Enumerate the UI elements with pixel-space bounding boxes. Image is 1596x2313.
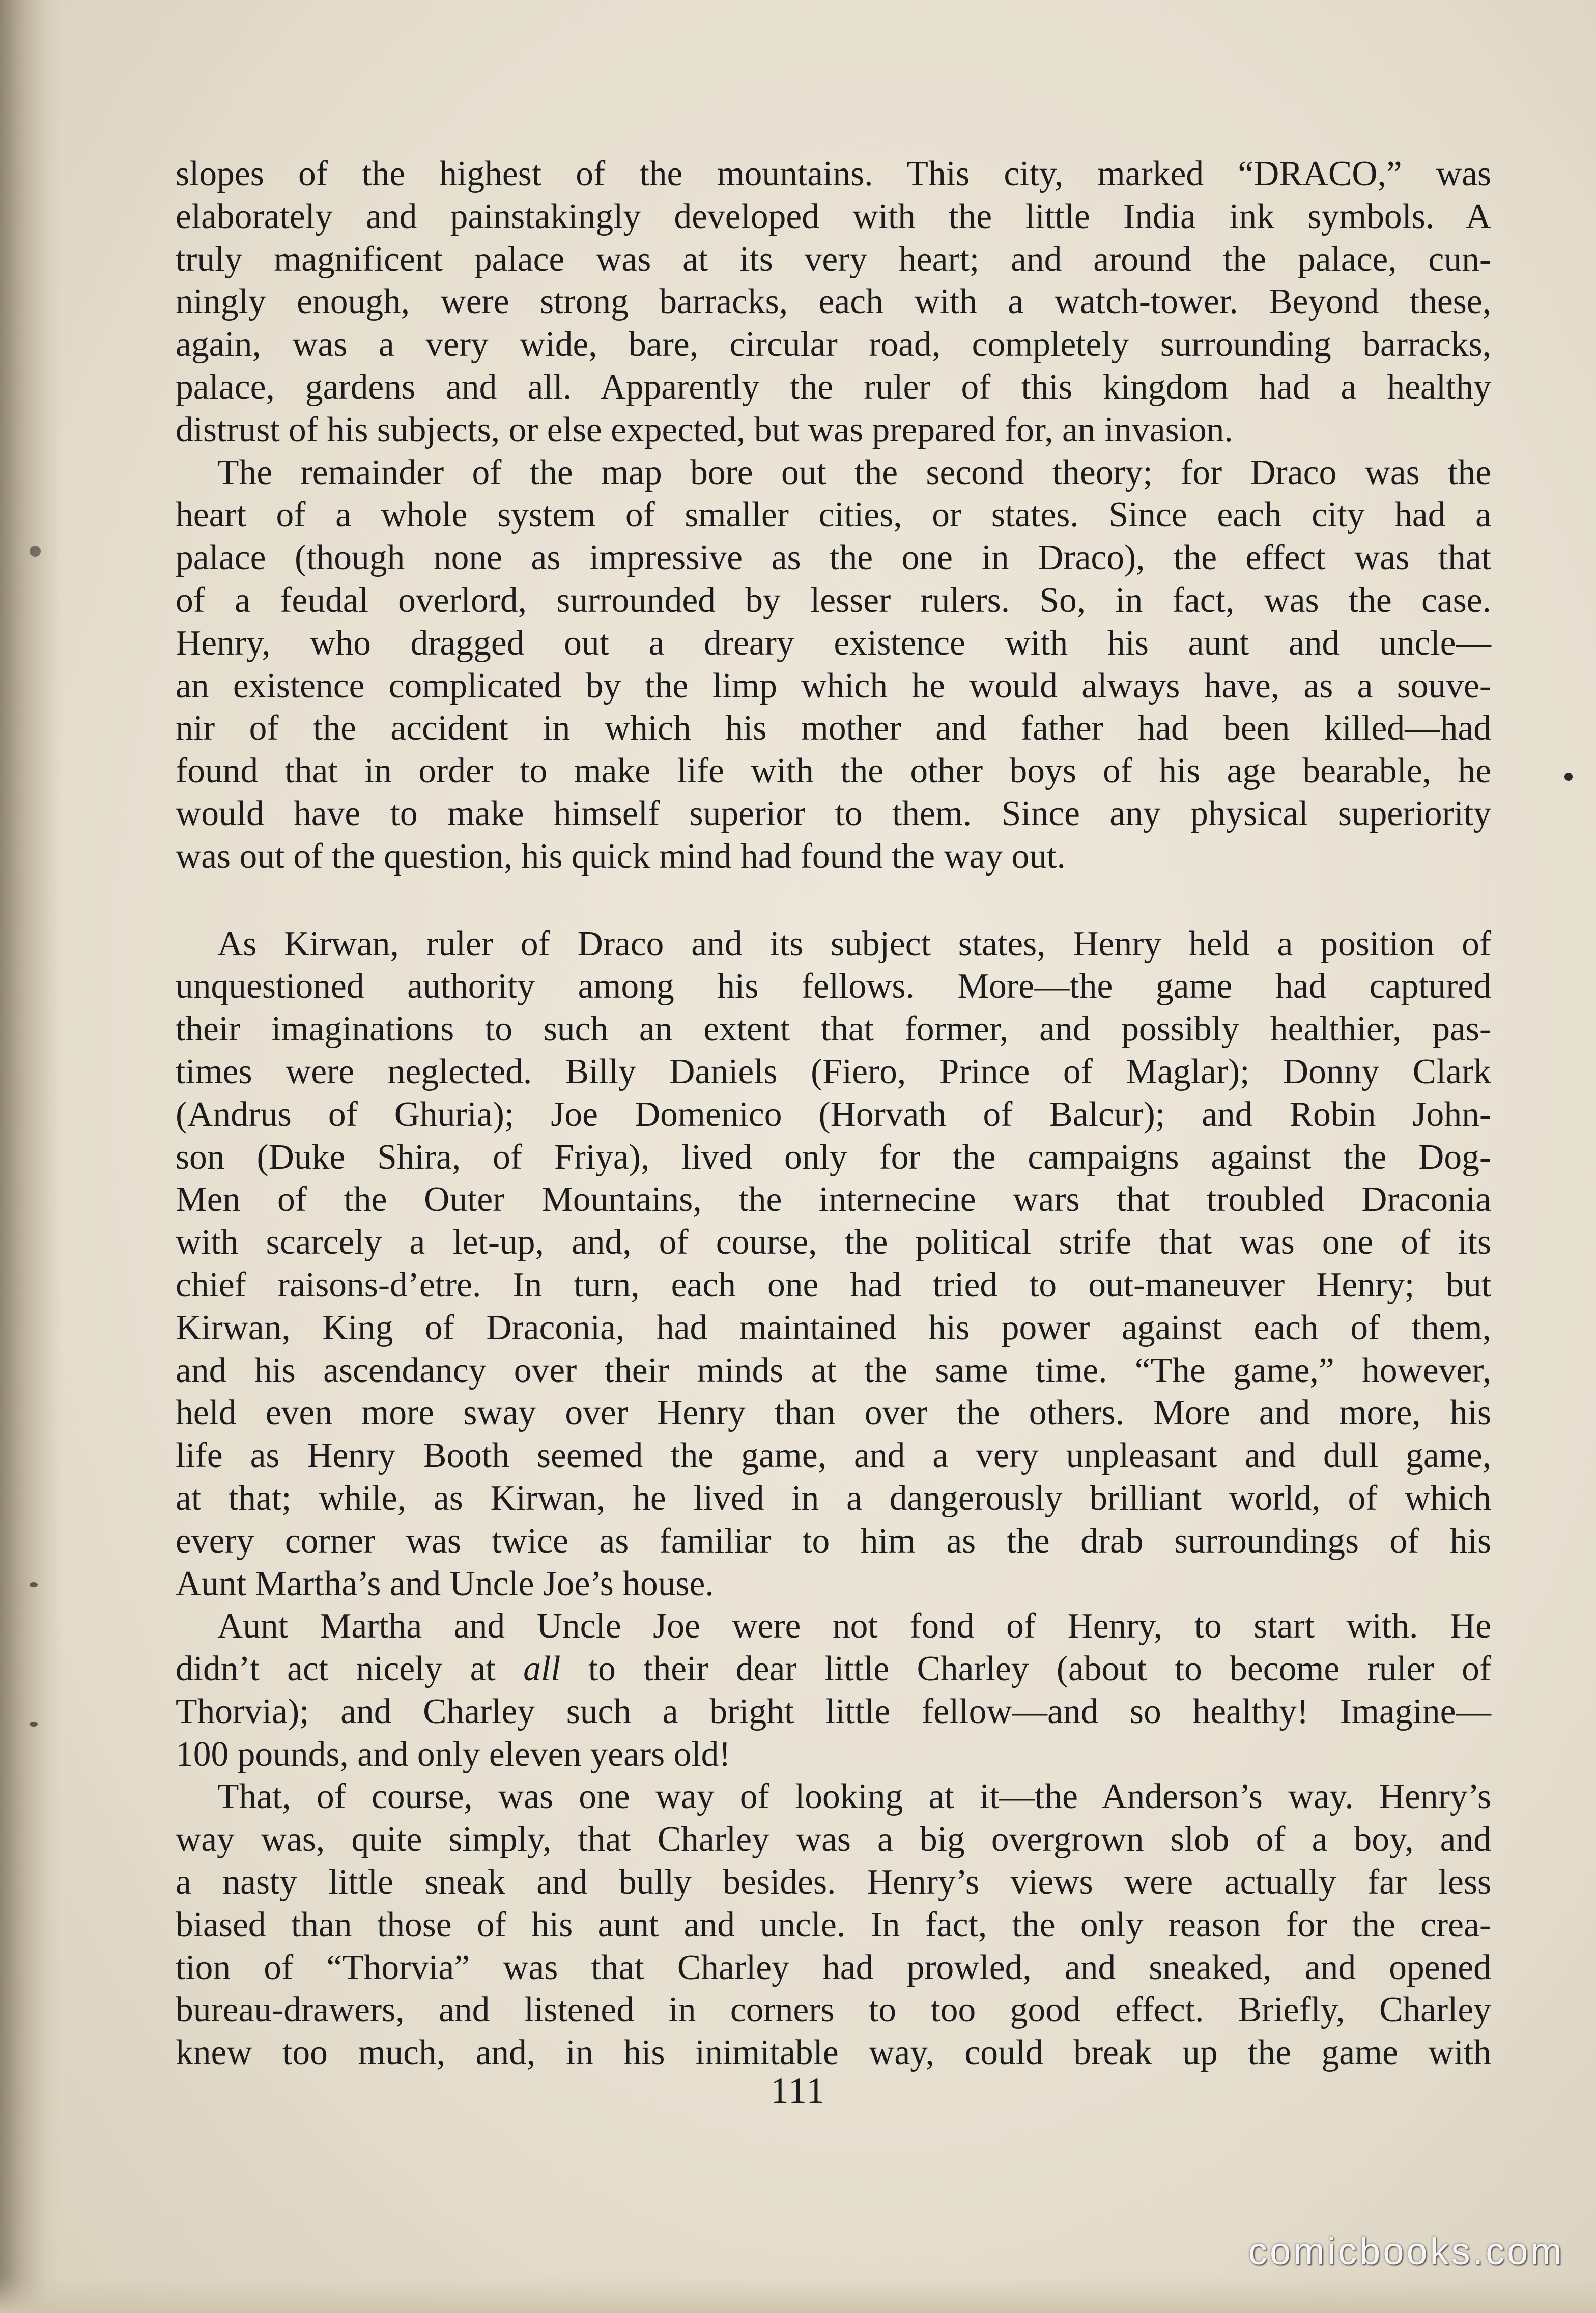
binding-hole-mark <box>30 1582 38 1587</box>
section-break <box>176 878 1491 923</box>
text-line: son (Duke Shira, of Friya), lived only for the campaigns against the Dog- <box>176 1137 1491 1177</box>
ink-speck <box>1564 773 1573 781</box>
text-line: of a feudal overlord, surrounded by lesser rulers. So, in fact, was the case. <box>176 580 1491 620</box>
text-line: way was, quite simply, that Charley was a big overgrown slob of a boy, and <box>176 1820 1491 1859</box>
text-line: Thorvia); and Charley such a bright little fellow—and so healthy! Imagine— <box>176 1691 1491 1731</box>
text-line: was out of the question, his quick mind had found the way out. <box>176 836 1066 876</box>
text-line: As Kirwan, ruler of Draco and its subject states, Henry held a position of <box>217 924 1491 964</box>
text-line: their imaginations to such an extent that former, and possibly healthier, pas- <box>176 1009 1491 1049</box>
text-line: found that in order to make life with the other boys of his age bearable, he <box>176 751 1491 791</box>
text-line: Henry, who dragged out a dreary existence with his aunt and uncle— <box>176 623 1491 663</box>
text-line: times were neglected. Billy Daniels (Fiero, Prince of Maglar); Donny Clark <box>176 1052 1491 1091</box>
text-line: a nasty little sneak and bully besides. Henry’s views were actually far less <box>176 1863 1491 1902</box>
page-spine-shadow <box>0 0 61 2313</box>
page-number: 111 <box>770 2070 826 2111</box>
text-line: That, of course, was one way of looking at it—the Anderson’s way. Henry’s <box>217 1777 1491 1817</box>
emphasis-text: all <box>523 1649 561 1689</box>
text-line: biased than those of his aunt and uncle. In fact, the only reason for the crea- <box>176 1905 1491 1944</box>
text-line: Aunt Martha’s and Uncle Joe’s house. <box>176 1564 714 1603</box>
text-line: truly magnificent palace was at its very heart; and around the palace, cun- <box>176 239 1491 279</box>
text-segment: didn’t act nicely at <box>176 1649 524 1689</box>
text-line: distrust of his subjects, or else expected, but was prepared for, an invasion. <box>176 410 1233 449</box>
text-line: knew too much, and, in his inimitable way, could break up the game with <box>176 2033 1491 2073</box>
text-line: with scarcely a let-up, and, of course, the political strife that was one of its <box>176 1223 1491 1262</box>
text-segment: to their dear little Charley (about to become ruler of <box>560 1649 1491 1689</box>
text-line: ningly enough, were strong barracks, each with a watch-tower. Beyond these, <box>176 282 1491 322</box>
page-bottom-edge <box>0 2277 1596 2313</box>
text-line: Men of the Outer Mountains, the internecine wars that troubled Draconia <box>176 1180 1491 1220</box>
text-line: slopes of the highest of the mountains. This city, marked “DRACO,” was <box>176 154 1491 193</box>
text-line: bureau-drawers, and listened in corners to too good effect. Briefly, Charley <box>176 1990 1491 2030</box>
text-line: Aunt Martha and Uncle Joe were not fond of Henry, to start with. He <box>217 1606 1491 1646</box>
text-line: unquestioned authority among his fellows. More—the game had captured <box>176 967 1491 1006</box>
text-line: The remainder of the map bore out the second theory; for Draco was the <box>217 453 1491 492</box>
text-line: would have to make himself superior to them. Since any physical superiority <box>176 794 1491 833</box>
text-line: life as Henry Booth seemed the game, and a very unpleasant and dull game, <box>176 1436 1491 1476</box>
body-text <box>176 153 1491 2074</box>
text-line: at that; while, as Kirwan, he lived in a dangerously brilliant world, of which <box>176 1478 1491 1518</box>
text-line: every corner was twice as familiar to him as the drab surroundings of his <box>176 1521 1491 1561</box>
text-line: nir of the accident in which his mother and father had been killed—had <box>176 709 1491 748</box>
text-line: 100 pounds, and only eleven years old! <box>176 1734 731 1774</box>
text-line: an existence complicated by the limp which he would always have, as a souve- <box>176 666 1491 706</box>
text-line: palace (though none as impressive as the one in Draco), the effect was that <box>176 538 1491 578</box>
text-line: elaborately and painstakingly developed with the little India ink symbols. A <box>176 196 1491 236</box>
text-line: tion of “Thorvia” was that Charley had prowled, and sneaked, and opened <box>176 1948 1491 1987</box>
watermark: comicbooks.com <box>1248 2230 1564 2272</box>
text-line <box>176 1648 1491 1690</box>
text-line: again, was a very wide, bare, circular road, completely surrounding barracks, <box>176 325 1491 364</box>
text-line: heart of a whole system of smaller cities, or states. Since each city had a <box>176 495 1491 535</box>
text-line: held even more sway over Henry than over the others. More and more, his <box>176 1393 1491 1433</box>
text-line: Kirwan, King of Draconia, had maintained his power against each of them, <box>176 1308 1491 1347</box>
text-line: chief raisons-d’etre. In turn, each one had tried to out-maneuver Henry; but <box>176 1265 1491 1305</box>
text-line: and his ascendancy over their minds at the same time. “The game,” however, <box>176 1350 1491 1390</box>
binding-hole-mark <box>30 1722 38 1727</box>
text-line: palace, gardens and all. Apparently the ruler of this kingdom had a healthy <box>176 367 1491 407</box>
text-line: (Andrus of Ghuria); Joe Domenico (Horvath of Balcur); and Robin John- <box>176 1094 1491 1134</box>
binding-hole-mark <box>30 546 41 557</box>
